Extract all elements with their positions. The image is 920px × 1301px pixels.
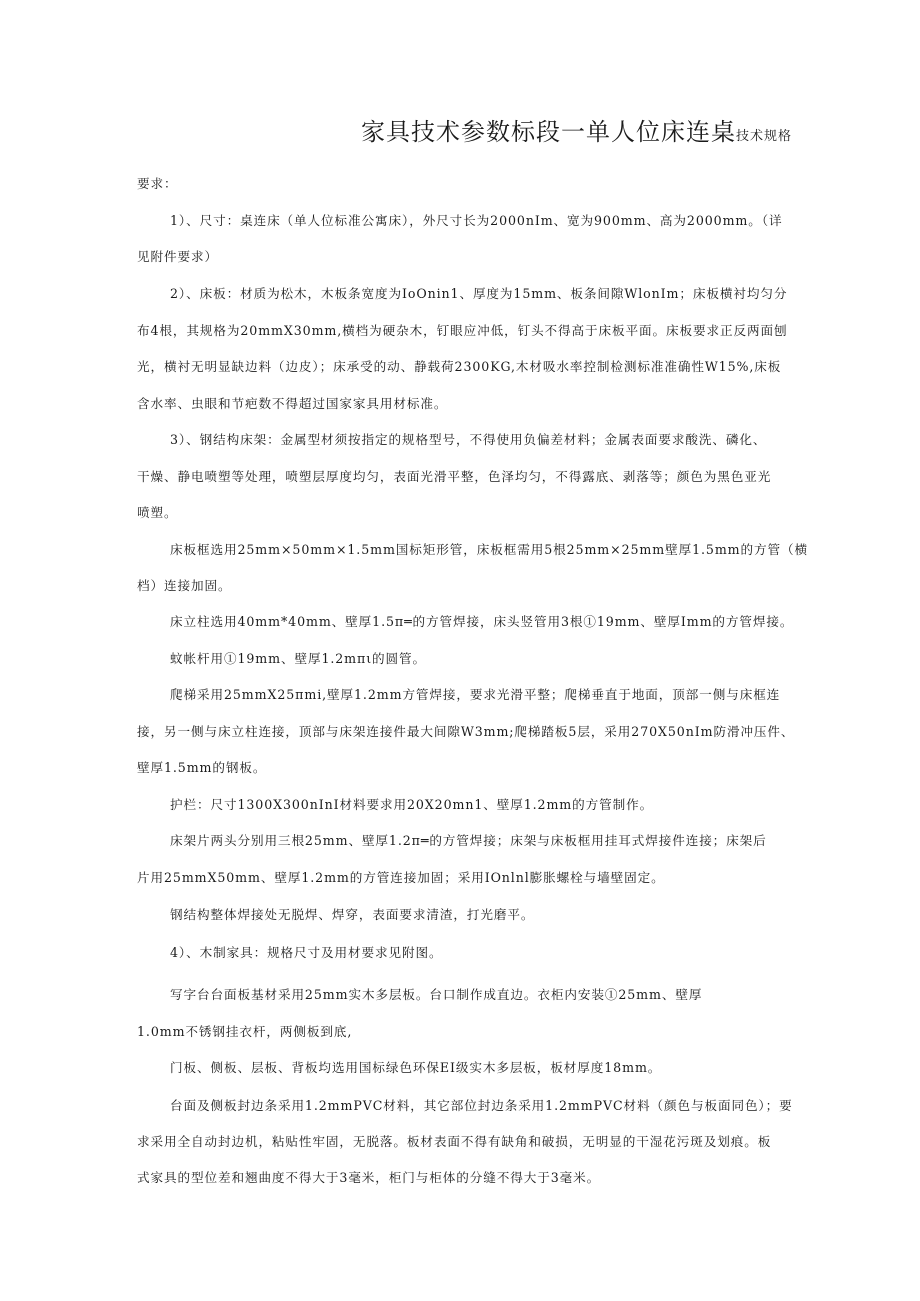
text-line: 蚊帐杆用①19mm、壁厚1.2mπι的圆管。 [170, 651, 427, 666]
text-line: 爬梯采用25mmX25πmi,壁厚1.2mm方管焊接，要求光滑平整；爬梯垂直于地面，顶部一侧与床框连 [170, 687, 781, 702]
text-line: 含水率、虫眼和节疤数不得超过国家家具用材标准。 [137, 396, 448, 411]
title-main: 家具技术参数标段一单人位床连桌 [360, 118, 736, 146]
text-line: 布4根，其规格为20mmX30mm,横档为硬杂木，钉眼应冲低，钉头不得高于床板平面。床板要求正反两面刨 [137, 323, 788, 338]
text-line: 1.0mm不锈钢挂衣杆，两侧板到底, [137, 1024, 353, 1039]
text-line: 要求： [137, 176, 178, 191]
text-line: 床架片两头分别用三根25mm、壁厚1.2π═的方管焊接；床架与床板框用挂耳式焊接件连接；床架后 [170, 833, 767, 848]
text-line: 4）、木制家具：规格尺寸及用材要求见附图。 [170, 945, 443, 960]
text-line: 片用25mmX50mm、壁厚1.2mm的方管连接加固；采用IOnlnl膨胀螺栓与墙壁固定。 [137, 870, 665, 885]
text-line: 护栏：尺寸1300X300nInI材料要求用20X20mn1、壁厚1.2mm的方管制作。 [170, 797, 654, 812]
text-line: 台面及侧板封边条采用1.2mmPVC材料，其它部位封边条采用1.2mmPVC材料（颜色与板面同色）；要 [170, 1098, 793, 1113]
text-line: 床立柱选用40mm*40mm、壁厚1.5π═的方管焊接，床头竖管用3根①19mm、壁厚Imm的方管焊接。 [170, 614, 794, 629]
text-line: 档）连接加固。 [137, 578, 232, 593]
title-suffix: 技术规格 [735, 129, 792, 144]
text-line: 2）、床板：材质为松木，木板条宽度为IoOnin1、厚度为15mm、板条间隙WlonIm；床板横衬均匀分 [170, 286, 788, 301]
document-title [361, 120, 792, 144]
text-line: 见附件要求） [137, 249, 218, 264]
text-line: 接，另一侧与床立柱连接，顶部与床架连接件最大间隙W3mm;爬梯踏板5层，采用270X50nIm防滑冲压件、 [137, 724, 795, 739]
text-line: 写字台台面板基材采用25mm实木多层板。台口制作成直边。衣柜内安装①25mm、壁厚 [170, 987, 703, 1002]
text-line: 壁厚1.5mm的钢板。 [137, 760, 267, 775]
text-line: 喷塑。 [137, 505, 178, 520]
text-line: 3）、钢结构床架：金属型材须按指定的规格型号，不得使用负偏差材料；金属表面要求酸洗、磷化、 [170, 432, 767, 447]
text-line: 床板框选用25mm×50mm×1.5mm国标矩形管，床板框需用5根25mm×25mm壁厚1.5mm的方管（横 [170, 542, 808, 557]
text-line: 1）、尺寸：桌连床（单人位标准公寓床），外尺寸长为2000nIm、宽为900mm、高为2000mm。（详 [170, 213, 783, 228]
text-line: 钢结构整体焊接处无脱焊、焊穿，表面要求清渣，打光磨平。 [170, 907, 535, 922]
text-line: 求采用全自动封边机，粘贴性牢固，无脱落。板材表面不得有缺角和破损，无明显的干湿花污斑及划痕。板 [137, 1134, 772, 1149]
text-line: 光，横衬无明显缺边料（边皮）；床承受的动、静载荷2300KG,木材吸水率控制检测标准准确性W15%,床板 [137, 359, 782, 374]
text-line: 门板、侧板、层板、背板均选用国标绿色环保EI级实木多层板，板材厚度18mm。 [170, 1060, 662, 1075]
text-line: 干燥、静电喷塑等处理，喷塑层厚度均匀，表面光滑平整，色泽均匀，不得露底、剥落等；颜色为黑色亚光 [137, 469, 772, 484]
text-line: 式家具的型位差和翘曲度不得大于3毫米，柜门与柜体的分缝不得大于3毫米。 [137, 1170, 601, 1185]
